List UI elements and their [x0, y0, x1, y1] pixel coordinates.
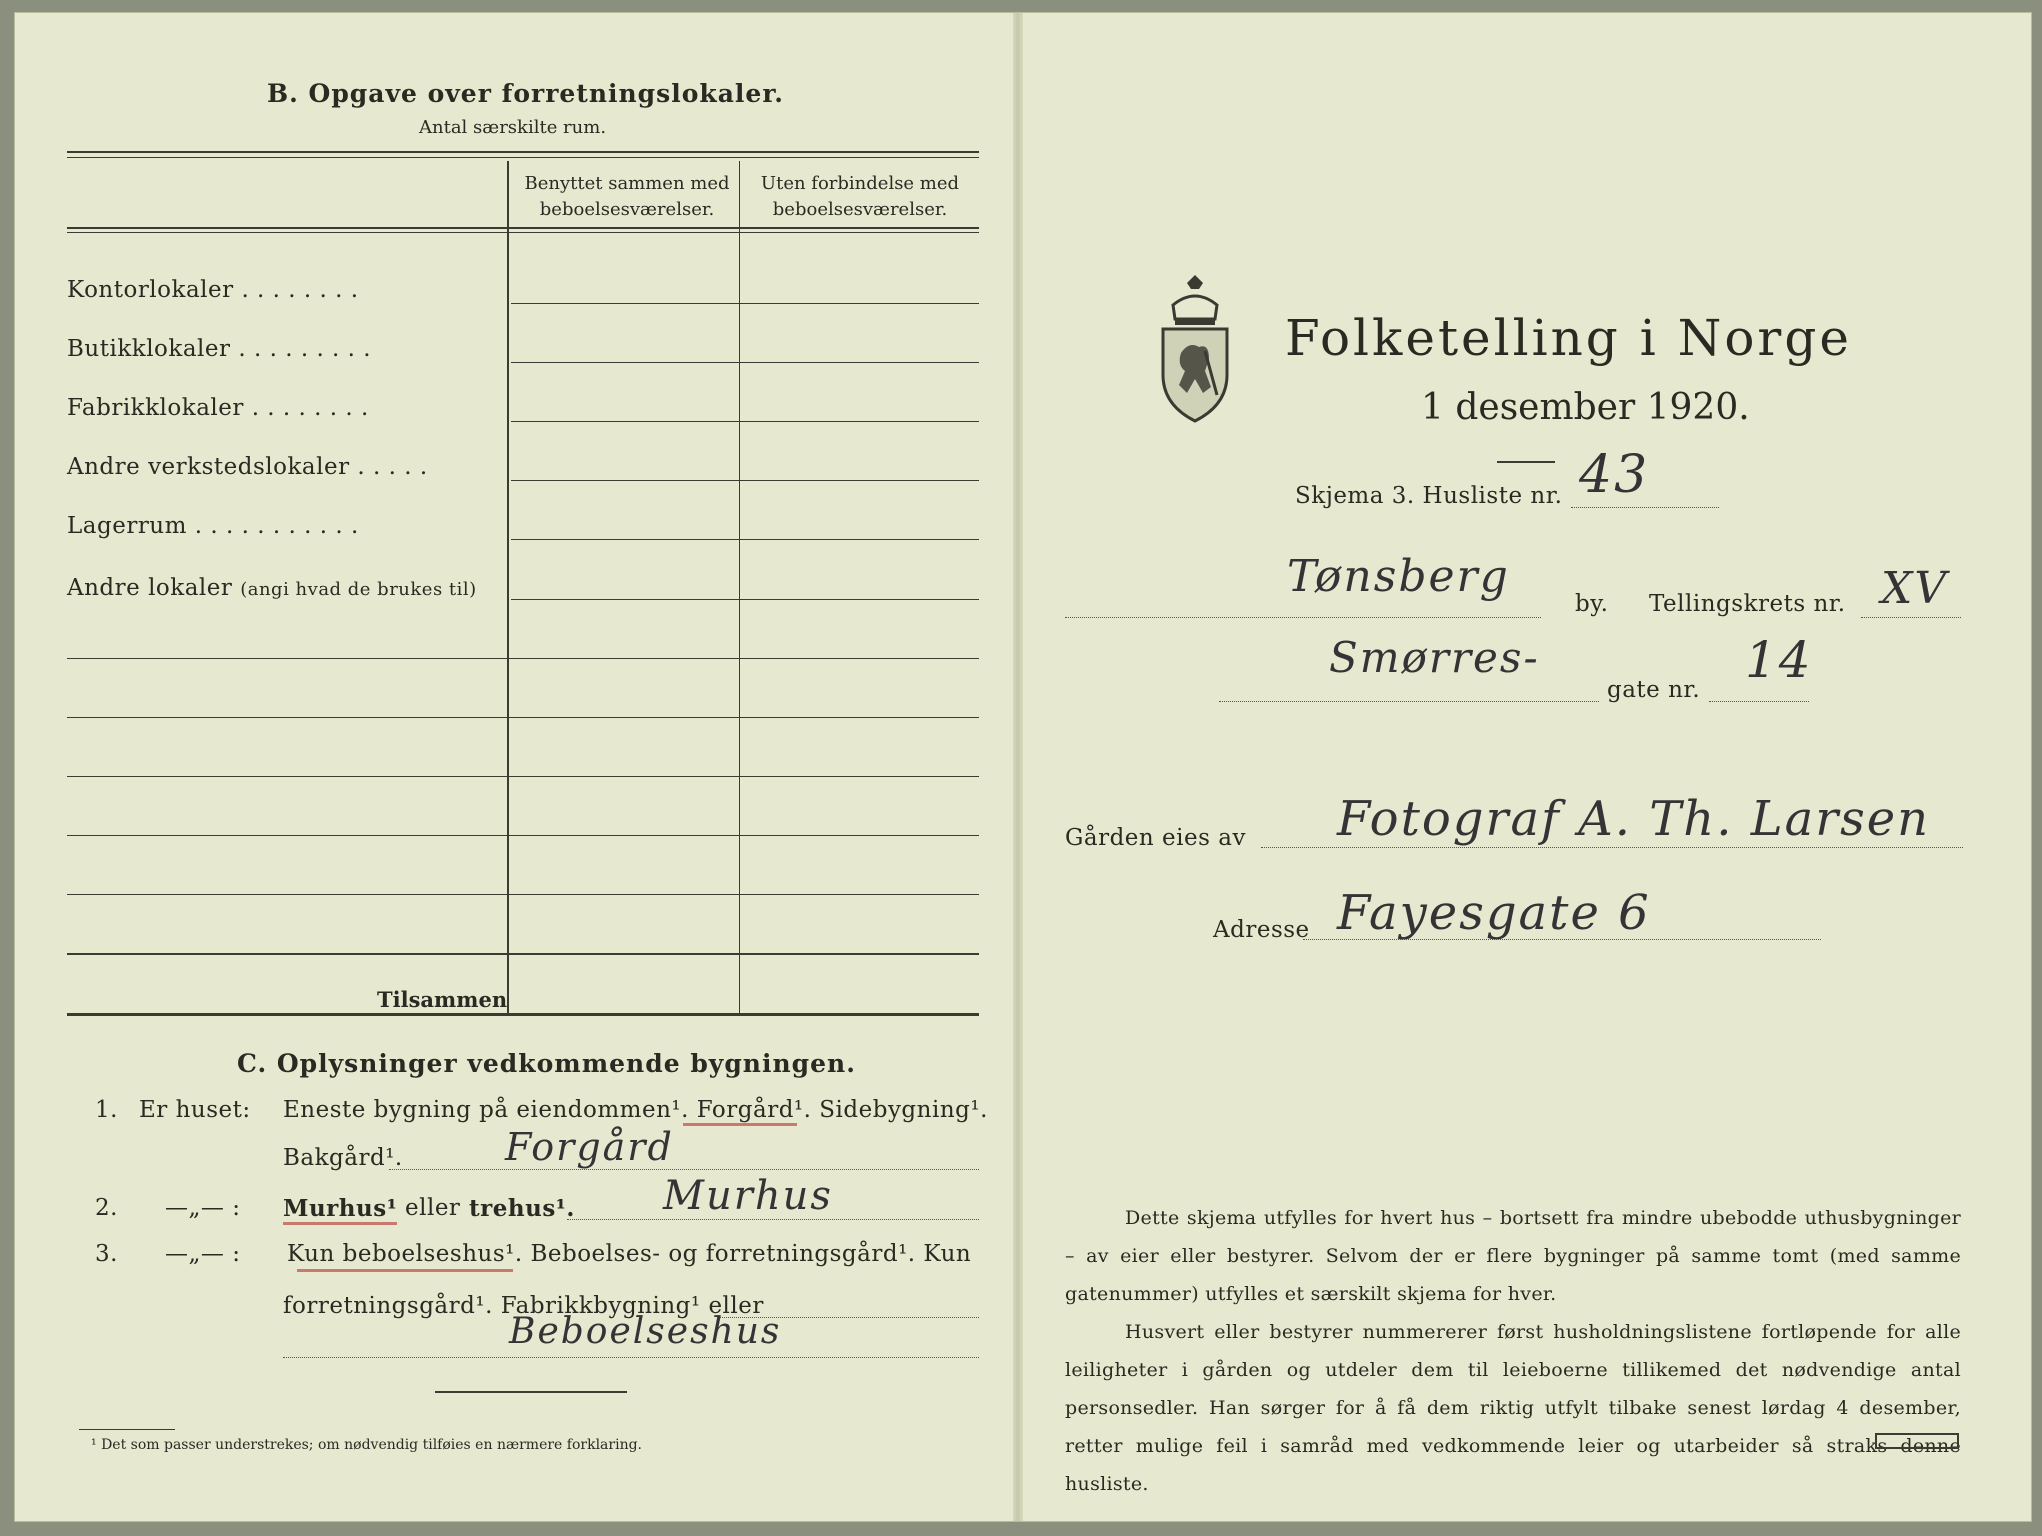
- row-rule: [67, 776, 979, 777]
- table-top-rule-thin: [67, 157, 979, 158]
- street-name: Smørres-: [1329, 633, 1540, 682]
- section-c-title: C. Oplysninger vedkommende bygningen.: [237, 1049, 856, 1078]
- row-label-butikklokaler: Butikklokaler . . . . . . . . .: [67, 336, 372, 362]
- q3-line2: forretningsgård¹. Fabrikkbygning¹ eller: [283, 1293, 764, 1319]
- husliste-number: 43: [1579, 445, 1650, 505]
- section-b-subtitle: Antal særskilte rum.: [419, 117, 607, 138]
- census-date: 1 desember 1920.: [1421, 387, 1750, 428]
- row-label-andre-lokaler: Andre lokaler (angi hvad de brukes til): [67, 575, 477, 601]
- col2-header: [745, 171, 975, 223]
- row-rule: [511, 480, 979, 481]
- footnote: ¹ Det som passer understrekes; om nødvendig tilføies en nærmere forklaring.: [91, 1437, 643, 1453]
- row-rule: [511, 303, 979, 304]
- q3-answer-line-2: [283, 1357, 979, 1358]
- col1-header-line1: Benyttet sammen med: [524, 173, 730, 194]
- tellingskrets-number: XV: [1881, 563, 1949, 614]
- q3-red-underline: [297, 1269, 513, 1272]
- address-line: [1303, 939, 1821, 940]
- document-spread: [14, 12, 2032, 1522]
- q1-options: Eneste bygning på eiendommen¹. Forgård¹. Sidebygning¹.: [283, 1097, 988, 1123]
- q1-prefix: Er huset:: [139, 1097, 251, 1123]
- q3-options: Kun beboelseshus¹. Beboelses- og forretningsgård¹. Kun: [287, 1241, 972, 1267]
- total-top-rule: [67, 953, 979, 955]
- row-rule: [511, 539, 979, 540]
- q2-number: 2.: [95, 1195, 118, 1221]
- address-label: Adresse: [1213, 917, 1310, 943]
- city-line: [1065, 617, 1541, 618]
- q3-handwritten-answer: Beboelseshus: [509, 1311, 782, 1352]
- city-name: Tønsberg: [1287, 551, 1510, 602]
- row-rule: [67, 835, 979, 836]
- q1-answer-line: [389, 1169, 979, 1170]
- instructions-paragraph-2: Husvert eller bestyrer nummererer først husholdningslistene fortløpende for alle leiligheter i gården og utdeler dem til leieboerne tillikemed det nødvendige antal personsedler. Han sørger for å få dem riktig utfylt tilbake senest lørdag 4 desember, retter mulige feil i samråd med vedkommende leier og utarbeider så straks denne husliste.: [1065, 1321, 1961, 1495]
- section-b-title: B. Opgave over forretningslokaler.: [267, 79, 784, 108]
- document-title: Folketelling i Norge: [1285, 309, 1852, 367]
- instructions-paragraph-1: Dette skjema utfylles for hvert hus – bortsett fra mindre ubebodde uthusbygninger – av eier eller bestyrer. Selvom der er flere bygninger på samme tomt (med samme gatenummer) utfylles et særskilt skjema for hver.: [1065, 1207, 1961, 1305]
- row-rule: [511, 599, 979, 600]
- row-label-fabrikklokaler: Fabrikklokaler . . . . . . . .: [67, 395, 369, 421]
- owner-line: [1261, 847, 1963, 848]
- row-label-verkstedslokaler: Andre verkstedslokaler . . . . .: [67, 454, 428, 480]
- footnote-rule: [79, 1429, 175, 1430]
- col1-header-line2: beboelsesværelser.: [539, 199, 715, 220]
- q2-handwritten-answer: Murhus: [663, 1173, 833, 1219]
- owner-address: Fayesgate 6: [1337, 885, 1651, 941]
- husliste-line: [1571, 507, 1719, 508]
- gate-number: 14: [1745, 631, 1813, 689]
- col2-header-line2: beboelsesværelser.: [772, 199, 948, 220]
- gate-line: [1709, 701, 1809, 702]
- q3-prefix: —„— :: [165, 1241, 241, 1267]
- q2-murhus: Murhus¹: [283, 1195, 397, 1225]
- dash-rule: [1497, 461, 1555, 463]
- skjema-label: Skjema 3. Husliste nr.: [1295, 483, 1563, 509]
- q2-trehus: trehus¹.: [469, 1195, 575, 1222]
- row-label-kontorlokaler: Kontorlokaler . . . . . . . .: [67, 277, 359, 303]
- q3-number: 3.: [95, 1241, 118, 1267]
- row-label-lagerrum: Lagerrum . . . . . . . . . . .: [67, 513, 359, 539]
- column-divider-2: [739, 161, 740, 1013]
- row-rule: [67, 894, 979, 895]
- printer-stamp: [1875, 1433, 1959, 1449]
- tellingskrets-line: [1861, 617, 1961, 618]
- left-page: [15, 13, 1015, 1521]
- col1-header: [517, 171, 737, 223]
- separator-rule: [435, 1391, 627, 1393]
- gate-label: gate nr.: [1607, 677, 1701, 703]
- q2-prefix: —„— :: [165, 1195, 241, 1221]
- by-label: by.: [1575, 591, 1609, 617]
- q1-number: 1.: [95, 1097, 118, 1123]
- row-rule: [511, 421, 979, 422]
- row-rule: [67, 717, 979, 718]
- right-page: [1019, 13, 2031, 1521]
- column-divider-1: [507, 161, 509, 1013]
- row-rule: [67, 658, 979, 659]
- street-line: [1219, 701, 1599, 702]
- table-bottom-rule: [67, 1013, 979, 1016]
- q1-handwritten-answer: Forgård: [505, 1125, 674, 1169]
- tellingskrets-label: Tellingskrets nr.: [1649, 591, 1846, 617]
- row-rule: [511, 362, 979, 363]
- q1-bakgard: Bakgård¹.: [283, 1145, 403, 1171]
- col2-header-line1: Uten forbindelse med: [760, 173, 960, 194]
- owner-label: Gården eies av: [1065, 825, 1246, 851]
- q2-eller: eller: [405, 1195, 461, 1221]
- header-bottom-rule-thin: [67, 232, 979, 233]
- q2-answer-line: [567, 1219, 979, 1220]
- header-bottom-rule: [67, 227, 979, 229]
- table-top-rule: [67, 151, 979, 153]
- norwegian-lion-shield-icon: [1159, 275, 1231, 425]
- q1-red-underline: [683, 1123, 797, 1126]
- owner-name: Fotograf A. Th. Larsen: [1337, 791, 1931, 847]
- total-label: Tilsammen: [377, 987, 508, 1012]
